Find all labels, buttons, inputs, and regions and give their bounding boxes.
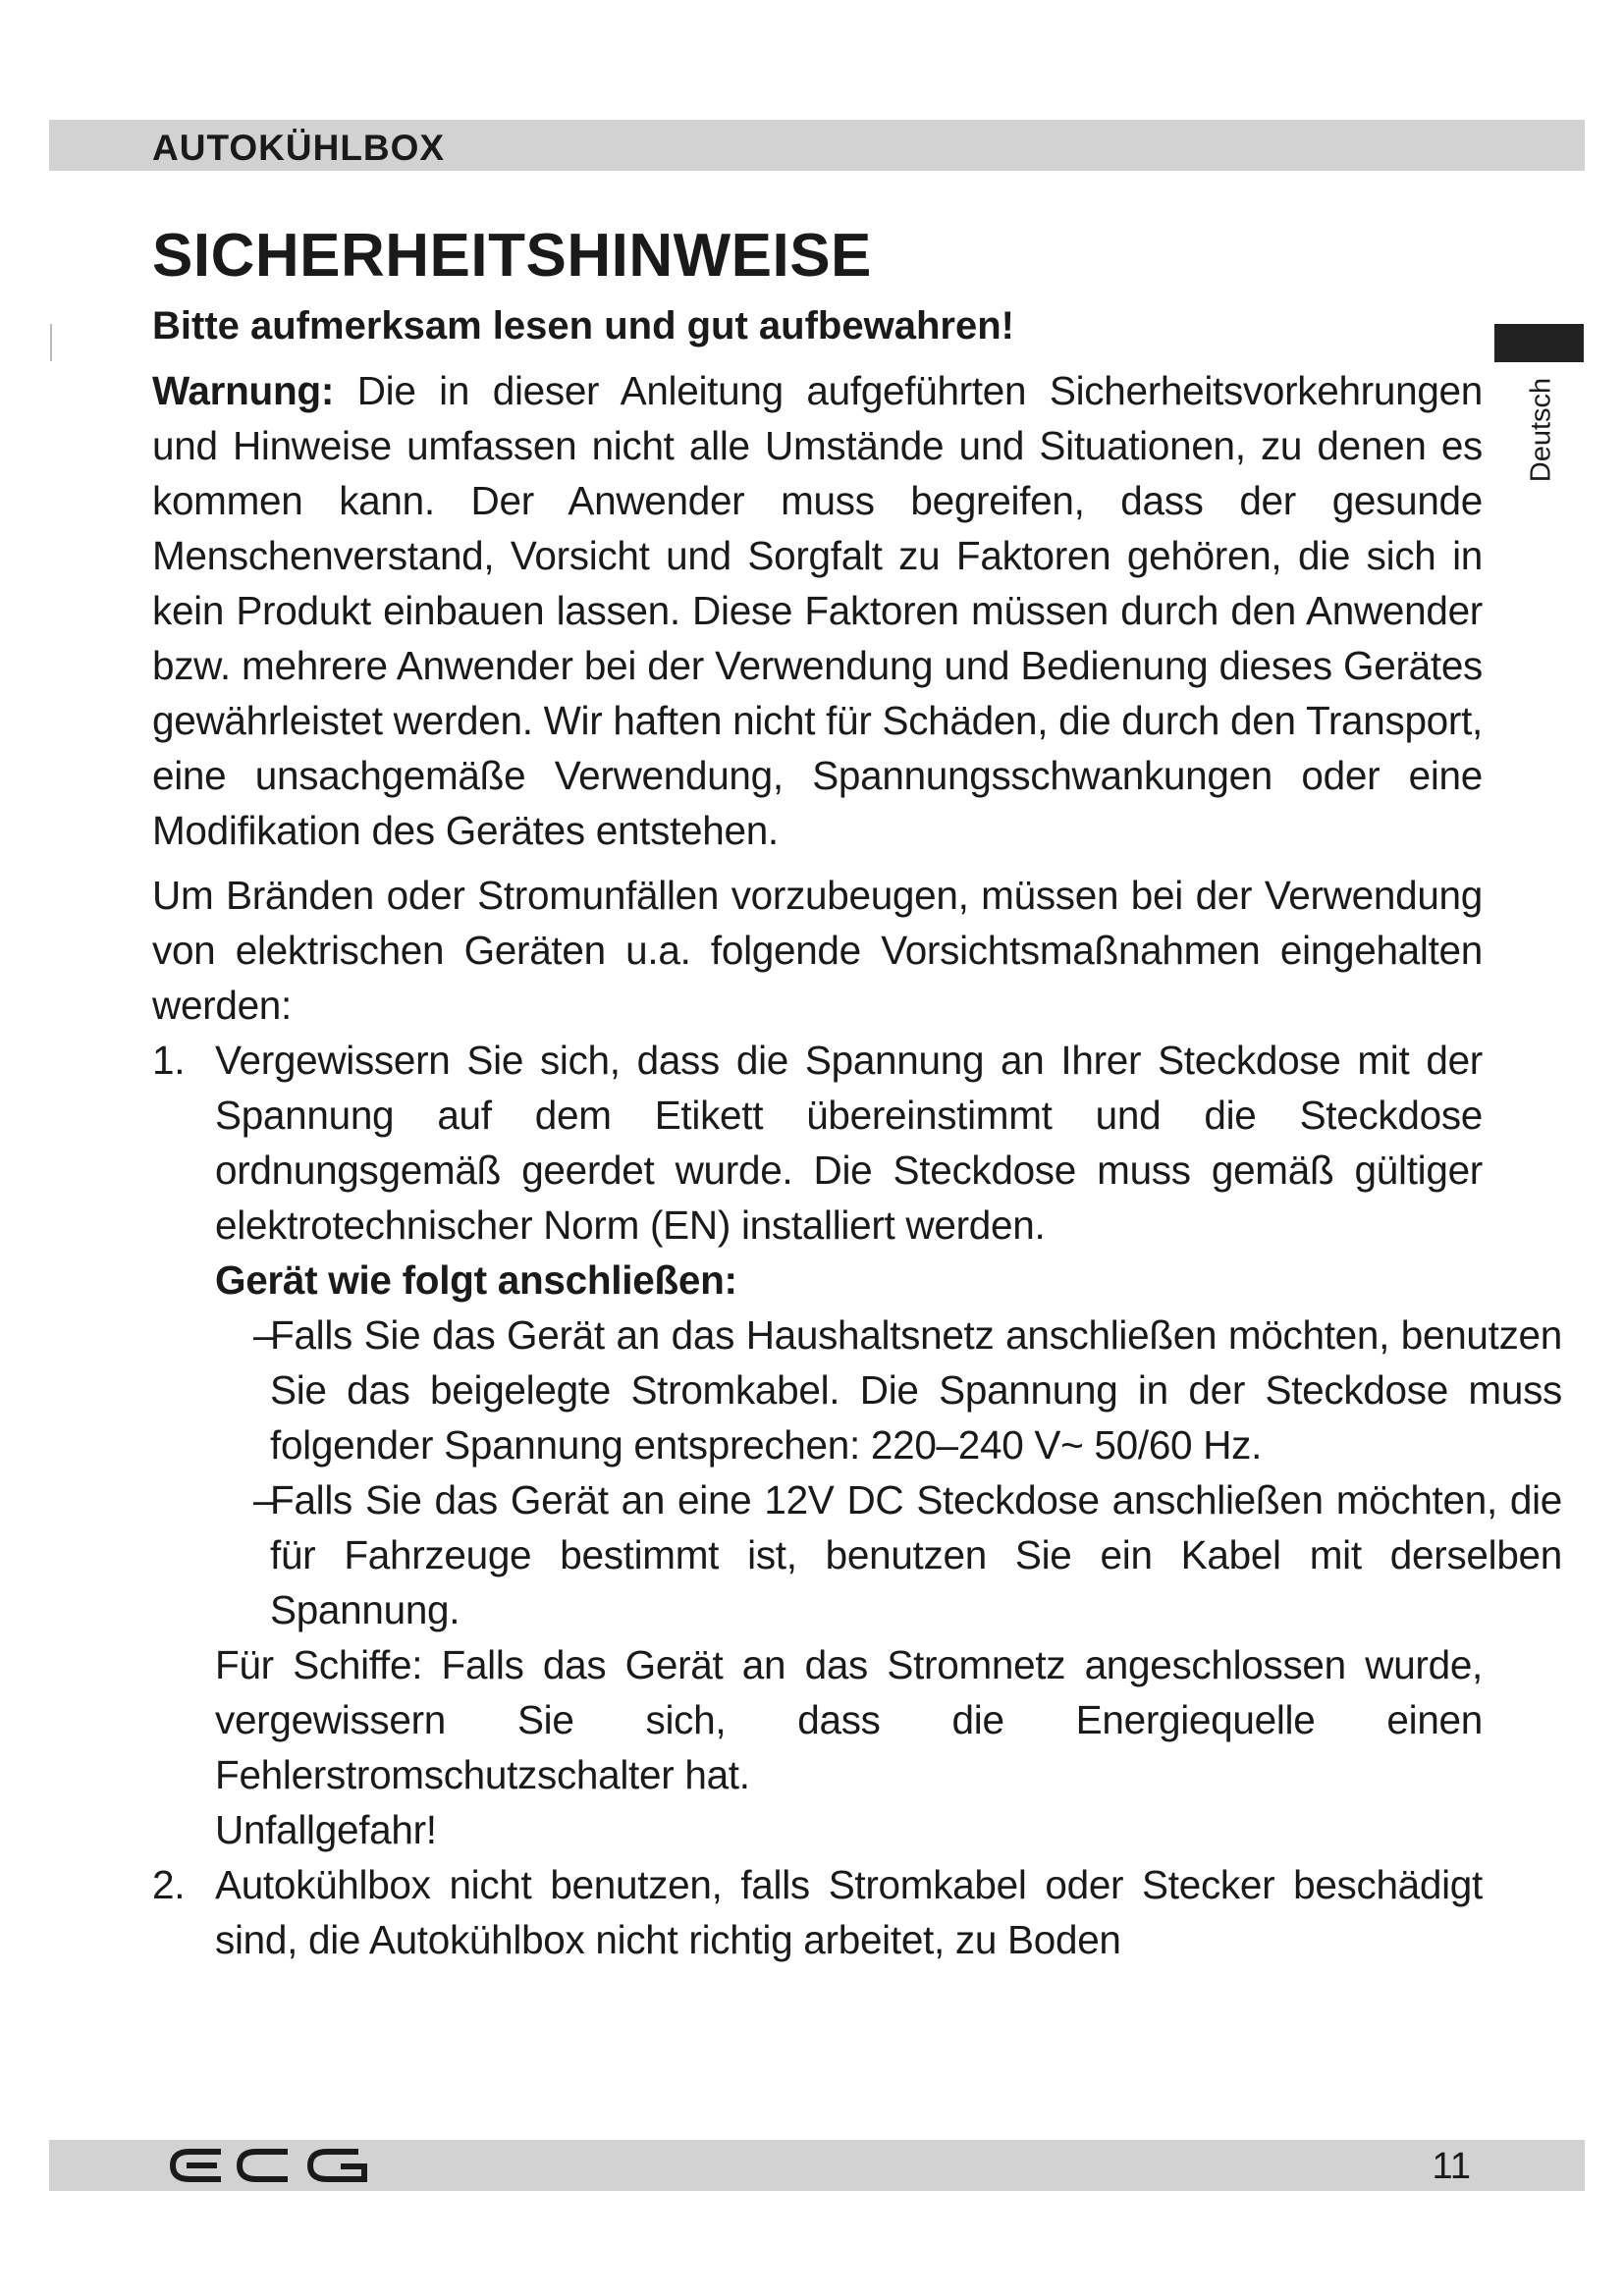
connection-options bbox=[215, 1308, 1562, 1637]
item-text: Vergewissern Sie sich, dass die Spannung an Ihrer Steckdose mit der Spannung auf dem Etikett übereinstimmt und die Steckdose ordnungsgemäß geerdet wurde. Die Steckdose muss gemäß gültiger elektrotechnischer Norm (EN) installiert werden. bbox=[215, 1038, 1483, 1248]
connect-label: Gerät wie folgt anschließen: bbox=[215, 1257, 737, 1303]
precautions-list bbox=[152, 1033, 1562, 1967]
section-subheading: Bitte aufmerksam lesen und gut aufbewahren! bbox=[152, 304, 1014, 347]
list-item bbox=[152, 1857, 1483, 1967]
danger-note: Unfallgefahr! bbox=[215, 1807, 437, 1852]
dash-item-text: Falls Sie das Gerät an eine 12V DC Steckdose anschließen möchten, die für Fahrzeuge bestimmt ist, benutzen Sie ein Kabel mit derselben Spannung. bbox=[270, 1477, 1562, 1632]
item-number: 1. bbox=[152, 1038, 186, 1083]
item-number: 2. bbox=[152, 1862, 186, 1907]
header-band bbox=[49, 120, 1585, 171]
dash-item-text: Falls Sie das Gerät an das Haushaltsnetz anschließen möchten, benutzen Sie das beigelegte Stromkabel. Die Spannung in der Steckdose muss folgender Spannung entsprechen: 220–240 V~ 50/60 Hz. bbox=[270, 1312, 1562, 1468]
list-item bbox=[215, 1308, 1562, 1472]
ecg-logo bbox=[170, 2149, 376, 2182]
list-item bbox=[215, 1472, 1562, 1637]
document-title: AUTOKÜHLBOX bbox=[152, 128, 446, 168]
page-number: 11 bbox=[1432, 2146, 1471, 2187]
warning-text: Die in dieser Anleitung aufgeführten Sicherheitsvorkehrungen und Hinweise umfassen nicht alle Umstände und Situationen, zu denen es kommen kann. Der Anwender muss begreifen, dass der gesunde Menschenverstand, Vorsicht und Sorgfalt zu Faktoren gehören, die sich in kein Produkt einbauen lassen. Diese Faktoren müssen durch den Anwender bzw. mehrere Anwender bei der Verwendung und Bedienung dieses Gerätes gewährleistet werden. Wir haften nicht für Schäden, die durch den Transport, eine unsachgemäße Verwendung, Spannungsschwankungen oder eine Modifikation des Gerätes entstehen. bbox=[152, 368, 1483, 853]
warning-label: Warnung: bbox=[152, 368, 335, 413]
footer-band bbox=[49, 2140, 1585, 2191]
ships-note: Für Schiffe: Falls das Gerät an das Stromnetz angeschlossen wurde, vergewissern Sie sich, dass die Energiequelle einen Fehlerstromschutzschalter hat. bbox=[215, 1642, 1483, 1797]
margin-mark bbox=[50, 324, 52, 361]
intro-paragraph: Um Bränden oder Stromunfällen vorzubeugen, müssen bei der Verwendung von elektrischen Geräten u.a. folgende Vorsichtsmaßnahmen eingehalten werden: bbox=[152, 873, 1483, 1028]
warning-paragraph bbox=[152, 363, 1483, 858]
item-text: Autokühlbox nicht benutzen, falls Stromkabel oder Stecker beschädigt sind, die Autokühlbox nicht richtig arbeitet, zu Boden bbox=[215, 1862, 1483, 1962]
list-item bbox=[152, 1033, 1562, 1857]
language-tab-marker bbox=[1494, 324, 1584, 362]
section-heading: SICHERHEITSHINWEISE bbox=[152, 222, 872, 290]
dash-bullet: – bbox=[253, 1477, 276, 1522]
dash-bullet: – bbox=[253, 1312, 276, 1358]
language-label: Deutsch bbox=[1525, 377, 1557, 483]
